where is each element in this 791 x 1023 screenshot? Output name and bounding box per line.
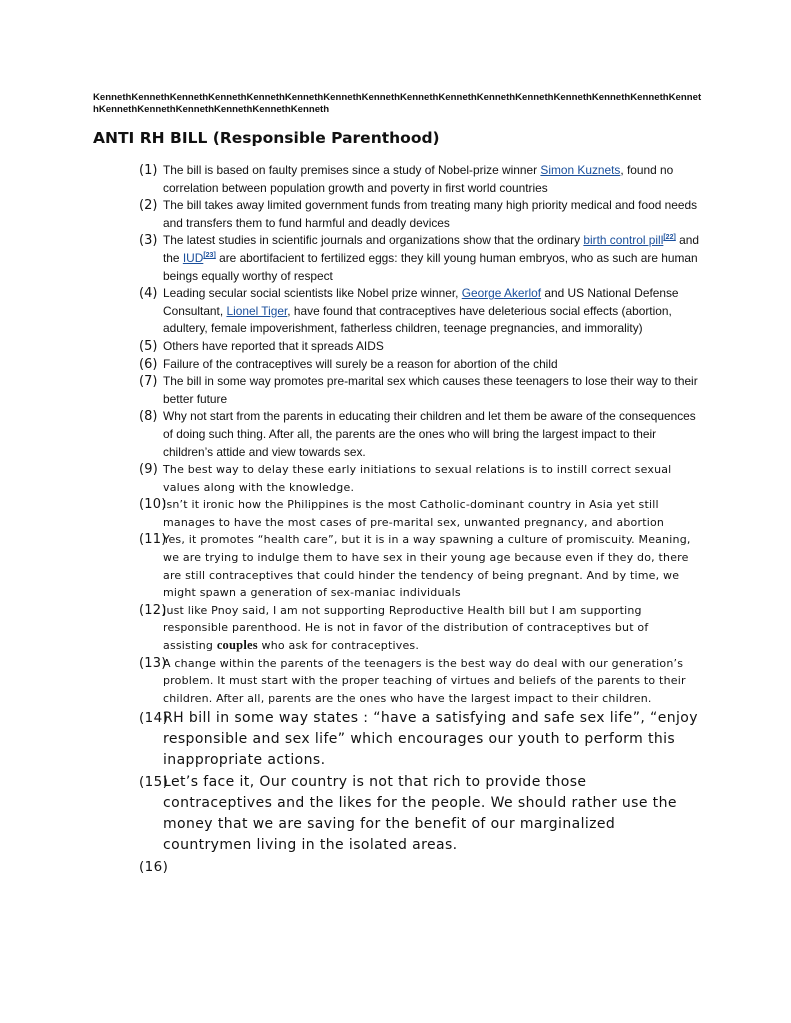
list-number: (7)	[139, 374, 158, 390]
list-number: (8)	[139, 409, 158, 425]
list-number: (6)	[139, 356, 158, 372]
list-item-16	[139, 857, 699, 878]
list-number: (16)	[139, 859, 169, 876]
list-item-11	[139, 531, 699, 601]
text-run: The bill is based on faulty premises since a study of Nobel-prize winner	[163, 163, 541, 177]
list-item-12	[139, 602, 699, 655]
list-text: Let’s face it, Our country is not that rich to provide those contraceptives and the likes for the people. We should rather use the money that we are saving for the benefit of our marginalized countrymen living in the isolated areas.	[163, 774, 677, 854]
list-item-5	[139, 338, 699, 356]
list-item-10	[139, 496, 699, 531]
list-text: Yes, it promotes “health care”, but it is in a way spawning a culture of promiscuity. Meaning, we are trying to indulge them to have sex in their young age because even if they do, there are still contraceptives that could hinder the tendency of being pregnant. And by time, we might spawn a generation of sex-maniac individuals	[163, 533, 691, 600]
list-item-15	[139, 772, 699, 856]
list-text: Isn’t it ironic how the Philippines is the most Catholic-dominant country in Asia yet still manages to have the most cases of pre-marital sex, unwanted pregnancy, and abortion	[163, 498, 665, 529]
list-number: (5)	[139, 338, 158, 354]
list-item-8	[139, 408, 699, 461]
list-item-2	[139, 197, 699, 232]
link-iud[interactable]: IUD	[182, 250, 204, 265]
header-names: KennethKennethKennethKennethKennethKennethKennethKennethKennethKennethKennethKennethKennethKennethKennethKennethKennethKennethKennethKennethKennethKenneth	[93, 92, 702, 115]
list-text	[163, 232, 699, 285]
link-birth-control-pill[interactable]: birth control pill	[583, 233, 664, 248]
bold-word: couples	[216, 638, 258, 653]
text-run: The latest studies in scientific journals and organizations show that the ordinary	[163, 233, 584, 248]
citation-ref[interactable]: [22]	[663, 234, 676, 242]
list-text: Others have reported that it spreads AIDS	[163, 338, 384, 353]
text-run: Leading secular social scientists like Nobel prize winner,	[163, 286, 462, 301]
list-item-13	[139, 655, 699, 708]
list-item-6	[139, 356, 699, 374]
list-item-4	[139, 285, 699, 338]
argument-list	[139, 162, 699, 878]
citation-ref[interactable]: [23]	[203, 252, 216, 259]
link-simon-kuznets[interactable]: Simon Kuznets	[540, 163, 621, 177]
text-run: Just like Pnoy said, I am not supporting Reproductive Health bill but I am supporting responsible parenthood. He is not in favor of the distribution of contraceptives but of assisting	[163, 603, 649, 653]
page-title: ANTI RH BILL (Responsible Parenthood)	[93, 129, 440, 147]
list-number: (10)	[139, 497, 167, 513]
list-text: Failure of the contraceptives will surely be a reason for abortion of the child	[163, 356, 558, 371]
text-run: and US National Defense Consultant,	[163, 286, 679, 318]
list-item-14	[139, 708, 699, 771]
list-text	[163, 162, 699, 197]
list-item-1	[139, 162, 699, 197]
text-run: who ask for contraceptives.	[257, 639, 420, 653]
list-text: The bill takes away limited government funds from treating many high priority medical and food needs and transfers them to fund harmful and deadly devices	[163, 198, 698, 230]
list-number: (1)	[139, 163, 158, 178]
list-text	[163, 285, 699, 338]
list-text: A change within the parents of the teenagers is the best way do deal with our generation’s problem. It must start with the proper teaching of virtues and beliefs of the parents to their children. After all, parents are the ones who have the largest impact to their children.	[163, 656, 686, 705]
list-number: (9)	[139, 462, 159, 478]
list-number: (11)	[139, 532, 167, 548]
list-number: (14)	[139, 710, 169, 727]
list-number: (3)	[139, 233, 158, 249]
list-number: (15)	[139, 774, 169, 791]
text-run: , found no correlation between population growth and poverty in first world countries	[163, 163, 674, 195]
list-number: (4)	[139, 286, 158, 302]
list-text	[163, 857, 699, 878]
link-george-akerlof[interactable]: George Akerlof	[461, 286, 542, 301]
link-lionel-tiger[interactable]: Lionel Tiger	[226, 303, 288, 318]
list-text: The bill in some way promotes pre-marital sex which causes these teenagers to lose their way to their better future	[163, 374, 698, 406]
list-number: (13)	[139, 655, 167, 671]
list-item-7	[139, 373, 699, 408]
text-run: , have found that contraceptives have deleterious social effects (abortion, adultery, female impoverishment, fatherless children, teenage pregnancies, and immorality)	[163, 303, 672, 336]
list-text	[163, 602, 699, 655]
text-run: are abortifacient to fertilized eggs: they kill young human embryos, who as such are human beings equally worthy of respect	[163, 250, 698, 283]
list-text: RH bill in some way states : “have a satisfying and safe sex life”, “enjoy responsible and sex life” which encourages our youth to perform this inappropriate actions.	[163, 710, 698, 769]
list-text: The best way to delay these early initiations to sexual relations is to instill correct sexual values along with the knowledge.	[163, 463, 672, 494]
list-item-9	[139, 461, 699, 496]
list-number: (12)	[139, 602, 167, 618]
text-run: and the	[163, 233, 699, 265]
list-item-3	[139, 232, 699, 285]
list-number: (2)	[139, 198, 158, 214]
list-text: Why not start from the parents in educating their children and let them be aware of the consequences of doing such thing. After all, the parents are the ones who will bring the largest impact to their children’s attide and view towards sex.	[163, 409, 696, 459]
